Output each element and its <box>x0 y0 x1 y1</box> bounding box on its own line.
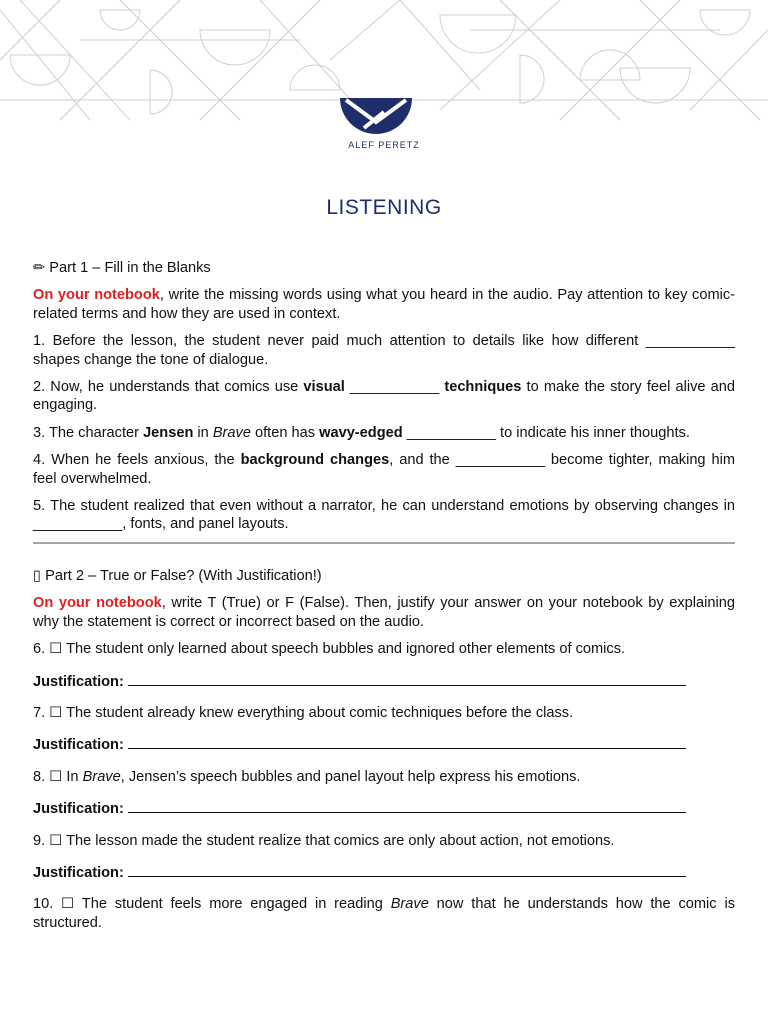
instruction-emphasis: On your notebook <box>33 595 162 612</box>
tf-statement-8: 8. ☐ In Brave, Jensen’s speech bubbles and panel layout help express his emotions. <box>33 768 581 785</box>
tf-statement-9: 9. ☐ The lesson made the student realize that comics are only about action, not emotions. <box>33 832 615 849</box>
pencil-icon: ✏ <box>33 260 46 276</box>
part2-heading-text: Part 2 – True or False? (With Justification!) <box>45 567 322 584</box>
justification-line-9: Justification: <box>33 862 735 882</box>
justification-blank <box>128 671 686 686</box>
worksheet-body <box>33 259 735 944</box>
fill-item-4: 4. When he feels anxious, the background changes, and the ___________ become tighter, making him feel overwhelmed. <box>33 452 735 487</box>
part2-heading <box>33 567 735 585</box>
fill-item-3: 3. The character Jensen in Brave often has wavy-edged ___________ to indicate his inner thoughts. <box>33 424 690 441</box>
part1-heading-text: Part 1 – Fill in the Blanks <box>49 260 211 276</box>
fill-item-2: 2. Now, he understands that comics use visual ___________ techniques to make the story feel alive and engaging. <box>33 379 736 414</box>
logo <box>338 98 414 134</box>
checkbox-icon: ▯ <box>33 567 42 584</box>
page-title: LISTENING <box>326 196 442 219</box>
justification-line-6: Justification: <box>33 671 735 691</box>
brand-name: ALEF PERETZ <box>348 140 420 150</box>
tf-statement-10: 10. ☐ The student feels more engaged in reading Brave now that he understands how the comic is structured. <box>33 896 735 931</box>
fill-item-1: 1. Before the lesson, the student never paid much attention to details like how different ___________ shapes change the tone of dialogue. <box>33 333 735 368</box>
part1-instruction: On your notebook, write the missing words using what you heard in the audio. Pay attention to key comic-related terms and how they are used in context. <box>33 287 735 322</box>
justification-blank <box>128 862 686 877</box>
tf-statement-7: 7. ☐ The student already knew everything about comic techniques before the class. <box>33 704 574 721</box>
justification-blank <box>128 734 686 749</box>
part1-heading <box>33 259 735 277</box>
justification-blank <box>128 798 686 813</box>
justification-line-8: Justification: <box>33 798 735 818</box>
instruction-emphasis: On your notebook <box>33 287 160 304</box>
justification-line-7: Justification: <box>33 734 735 754</box>
tf-statement-6: 6. ☐ The student only learned about speech bubbles and ignored other elements of comics. <box>33 641 626 658</box>
part2-instruction: On your notebook, write T (True) or F (False). Then, justify your answer on your notebook by explaining why the statement is correct or incorrect based on the audio. <box>33 595 735 630</box>
section-divider <box>33 542 735 544</box>
fill-item-5: 5. The student realized that even without a narrator, he can understand emotions by observing changes in ___________, fonts, and panel layouts. <box>33 498 735 533</box>
